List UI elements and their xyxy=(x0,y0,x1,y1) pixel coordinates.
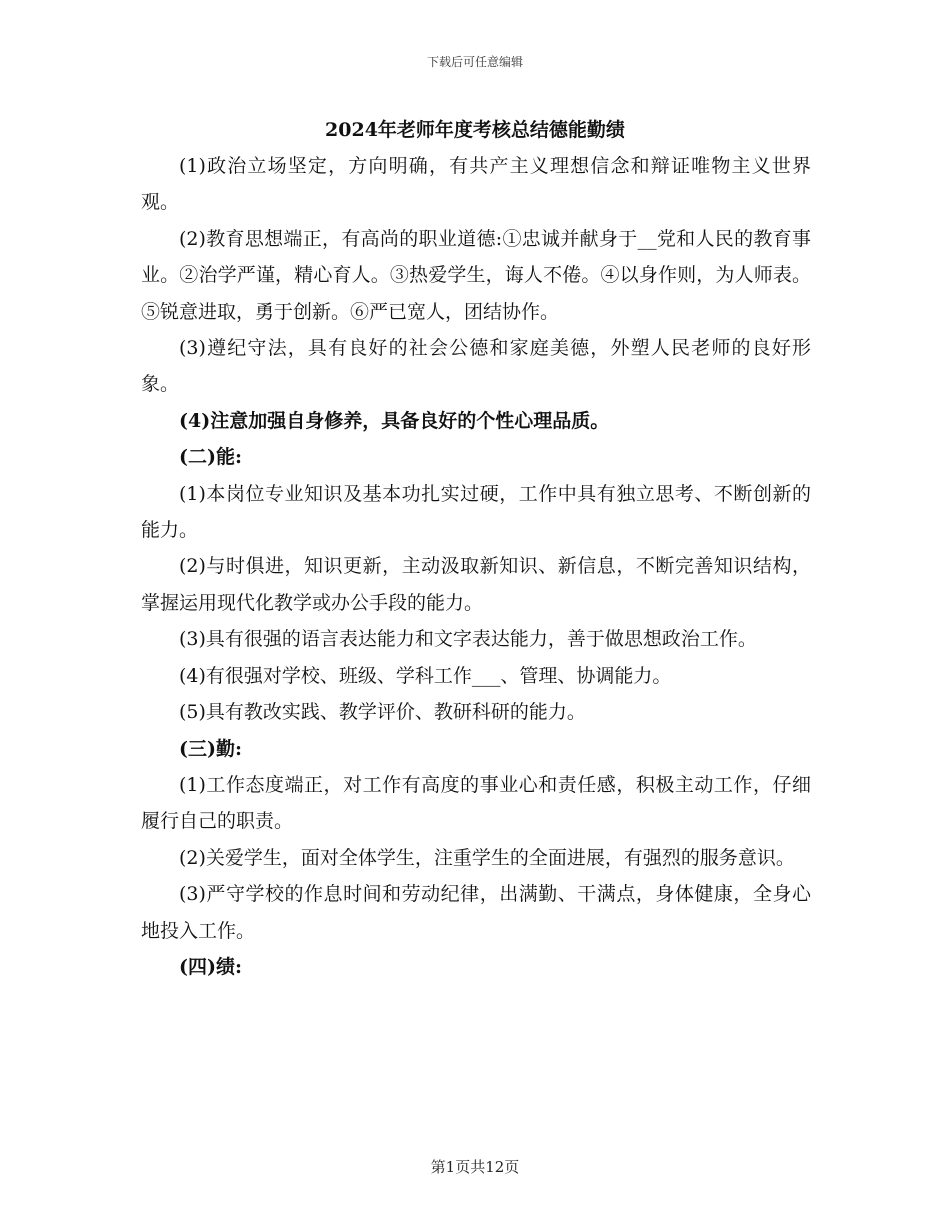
paragraph-ability-2: (2)与时俱进，知识更新，主动汲取新知识、新信息，不断完善知识结构，掌握运用现代化教学或办公手段的能力。 xyxy=(141,555,811,614)
document-body xyxy=(141,148,811,985)
paragraph-law: (3)遵纪守法，具有良好的社会公德和家庭美德，外塑人民老师的良好形象。 xyxy=(141,337,811,396)
paragraph-ability-5: (5)具有教改实践、教学评价、教研科研的能力。 xyxy=(179,701,586,724)
header-note: 下载后可任意编辑 xyxy=(426,55,523,69)
page-indicator: 第1页共12页 xyxy=(430,1158,520,1176)
paragraph-diligence-1: (1)工作态度端正，对工作有高度的事业心和责任感，积极主动工作，仔细履行自己的职责。 xyxy=(141,773,811,833)
paragraph-diligence-2: (2)关爱学生，面对全体学生，注重学生的全面进展，有强烈的服务意识。 xyxy=(179,846,795,869)
section-heading-ability: (二)能: xyxy=(179,446,242,469)
paragraph-self-cultivation: (4)注意加强自身修养，具备良好的个性心理品质。 xyxy=(179,409,610,432)
paragraph-ethics: (2)教育思想端正，有高尚的职业道德:①忠诚并献身于__党和人民的教育事业。②治学严谨，精心育人。③热爱学生，诲人不倦。④以身作则，为人师表。⑤锐意进取，勇于创新。⑥严已宽人，团结协作。 xyxy=(141,227,811,323)
paragraph-ability-1: (1)本岗位专业知识及基本功扎实过硬，工作中具有独立思考、不断创新的能力。 xyxy=(141,482,811,542)
paragraph-politics: (1)政治立场坚定，方向明确，有共产主义理想信念和辩证唯物主义世界观。 xyxy=(141,155,811,214)
document-title: 2024年老师年度考核总结德能勤绩 xyxy=(325,119,625,141)
paragraph-diligence-3: (3)严守学校的作息时间和劳动纪律，出满勤、干满点，身体健康，全身心地投入工作。 xyxy=(141,883,811,942)
section-heading-diligence: (三)勤: xyxy=(179,737,242,760)
paragraph-ability-3: (3)具有很强的语言表达能力和文字表达能力，善于做思想政治工作。 xyxy=(179,628,757,651)
section-heading-achievement: (四)绩: xyxy=(179,955,242,978)
paragraph-ability-4: (4)有很强对学校、班级、学科工作___、管理、协调能力。 xyxy=(179,664,672,687)
